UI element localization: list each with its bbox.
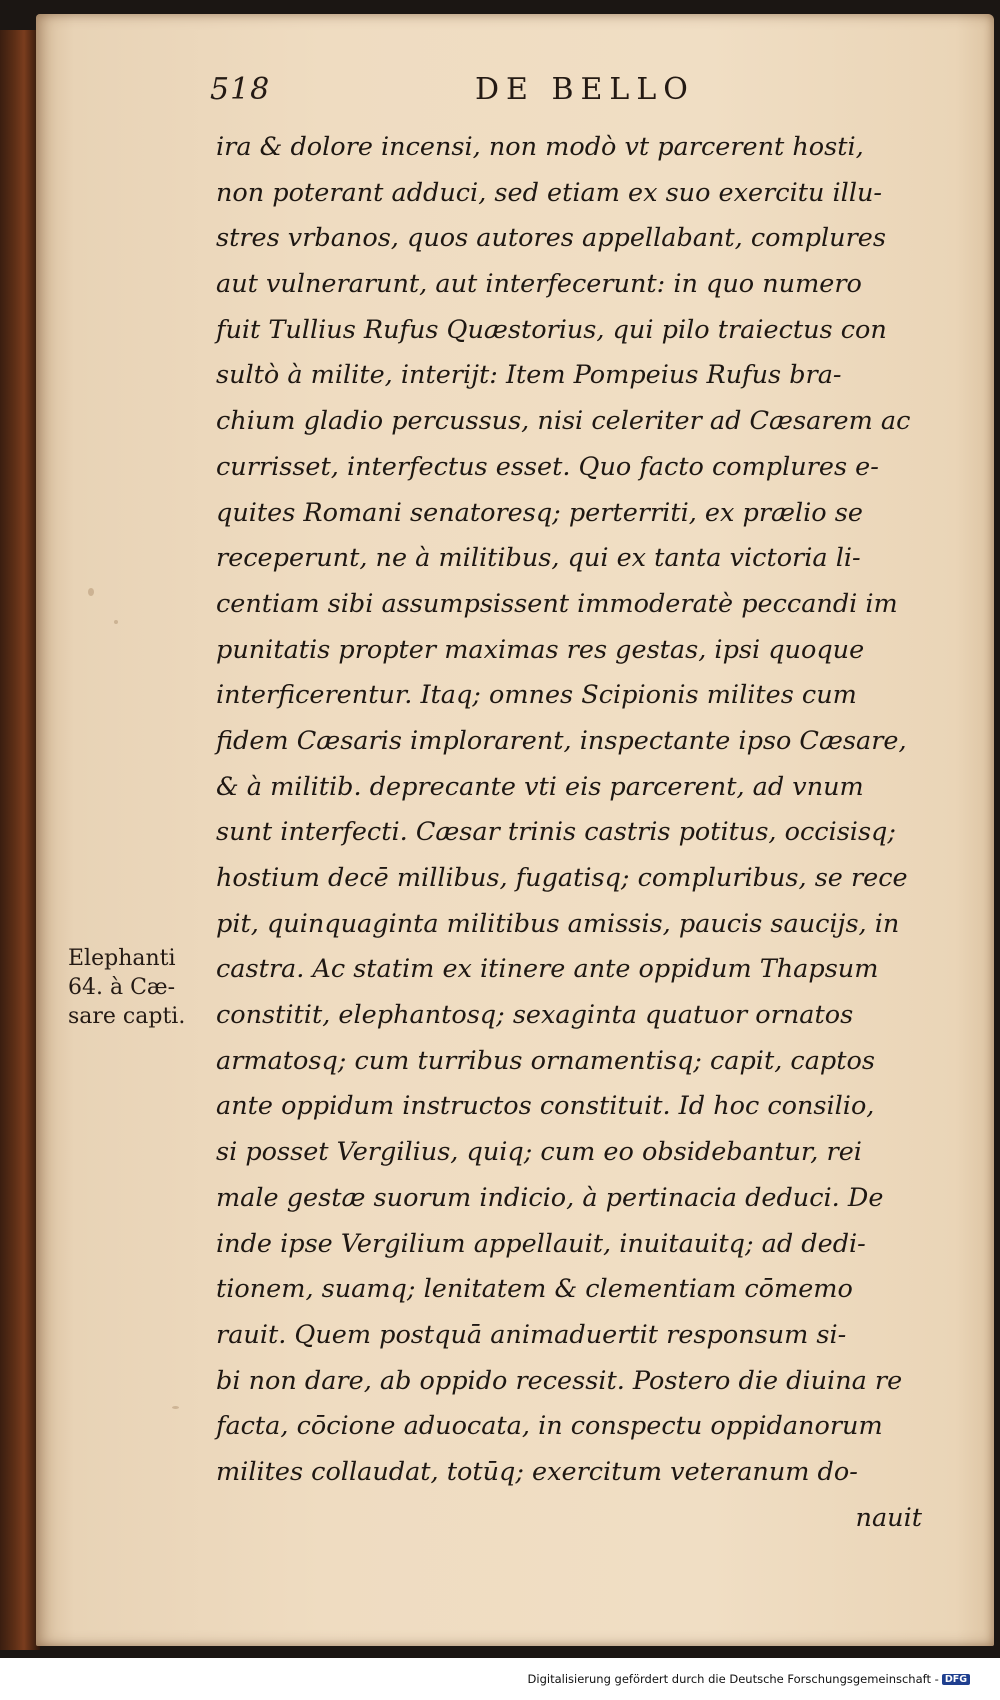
- text-line: receperunt, ne à militibus, qui ex tanta victoria li-: [216, 543, 861, 574]
- paper-stain: [172, 1406, 179, 1409]
- margin-note-line: sare capti.: [68, 1004, 186, 1029]
- running-head: DE BELLO: [475, 72, 695, 107]
- text-line: fidem Cæsaris implorarent, inspectante ipso Cæsare,: [216, 725, 907, 756]
- footer-strip: [0, 1658, 1000, 1700]
- text-line: ira & dolore incensi, non modò vt parcerent hosti,: [216, 132, 864, 162]
- paper-stain: [114, 620, 118, 624]
- text-line: milites collaudat, totūq; exercitum veteranum do-: [216, 1456, 858, 1487]
- book-binding: [0, 30, 40, 1650]
- text-line: sunt interfecti. Cæsar trinis castris potitus, occisisq;: [216, 817, 896, 848]
- text-line: centiam sibi assumpsissent immoderatè peccandi im: [216, 588, 898, 619]
- text-line: bi non dare, ab oppido recessit. Postero die diuina re: [216, 1365, 903, 1396]
- text-line: facta, cōcione aduocata, in conspectu oppidanorum: [216, 1411, 883, 1442]
- text-line: chium gladio percussus, nisi celeriter ad Cæsarem ac: [216, 406, 911, 437]
- text-line: rauit. Quem postquā animaduertit responsum si-: [216, 1319, 847, 1350]
- text-line: sultò à milite, interijt: Item Pompeius Rufus bra-: [216, 360, 842, 391]
- text-line: fuit Tullius Rufus Quæstorius, qui pilo traiectus con: [216, 314, 887, 345]
- page-number: 518: [210, 72, 271, 107]
- text-line: inde ipse Vergilium appellauit, inuitauitq; ad dedi-: [216, 1228, 866, 1259]
- text-line: punitatis propter maximas res gestas, ipsi quoque: [216, 634, 865, 665]
- text-line: stres vrbanos, quos autores appellabant, complures: [216, 223, 886, 254]
- text-line: interficerentur. Itaq; omnes Scipionis milites cum: [216, 680, 857, 711]
- catchword: nauit: [855, 1502, 922, 1533]
- text-line: & à militib. deprecante vti eis parcerent, ad vnum: [216, 771, 864, 802]
- text-line: si posset Vergilius, quiq; cum eo obsidebantur, rei: [216, 1137, 862, 1168]
- paper-stain: [88, 588, 94, 596]
- margin-note: [68, 944, 216, 1031]
- text-line: ante oppidum instructos constituit. Id hoc consilio,: [216, 1091, 875, 1122]
- text-line: hostium decē millibus, fugatisq; compluribus, se rece: [216, 863, 908, 893]
- funding-credit-text: Digitalisierung gefördert durch die Deutsche Forschungsgemeinschaft -: [527, 1672, 939, 1686]
- body-text: [216, 125, 936, 1541]
- page-header: [210, 72, 730, 122]
- text-line: tionem, suamq; lenitatem & clementiam cōmemo: [216, 1274, 853, 1305]
- text-line: currisset, interfectus esset. Quo facto complures e-: [216, 451, 879, 482]
- text-line: armatosq; cum turribus ornamentisq; capit, captos: [216, 1045, 875, 1076]
- text-line: non poterant adduci, sed etiam ex suo exercitu illu-: [216, 177, 883, 208]
- text-line: castra. Ac statim ex itinere ante oppidum Thapsum: [216, 954, 879, 985]
- margin-note-line: Elephanti: [68, 946, 176, 971]
- text-line: male gestæ suorum indicio, à pertinacia deduci. De: [216, 1182, 884, 1213]
- text-line: pit, quinquaginta militibus amissis, paucis saucijs, in: [216, 908, 900, 939]
- funding-credit: [528, 1672, 970, 1686]
- margin-note-line: 64. à Cæ-: [68, 975, 176, 1000]
- dfg-logo: DFG: [942, 1674, 970, 1685]
- text-line: constitit, elephantosq; sexaginta quatuor ornatos: [216, 1000, 854, 1031]
- text-line: aut vulnerarunt, aut interfecerunt: in quo numero: [216, 269, 862, 300]
- text-line: quites Romani senatoresq; perterriti, ex prælio se: [216, 497, 863, 528]
